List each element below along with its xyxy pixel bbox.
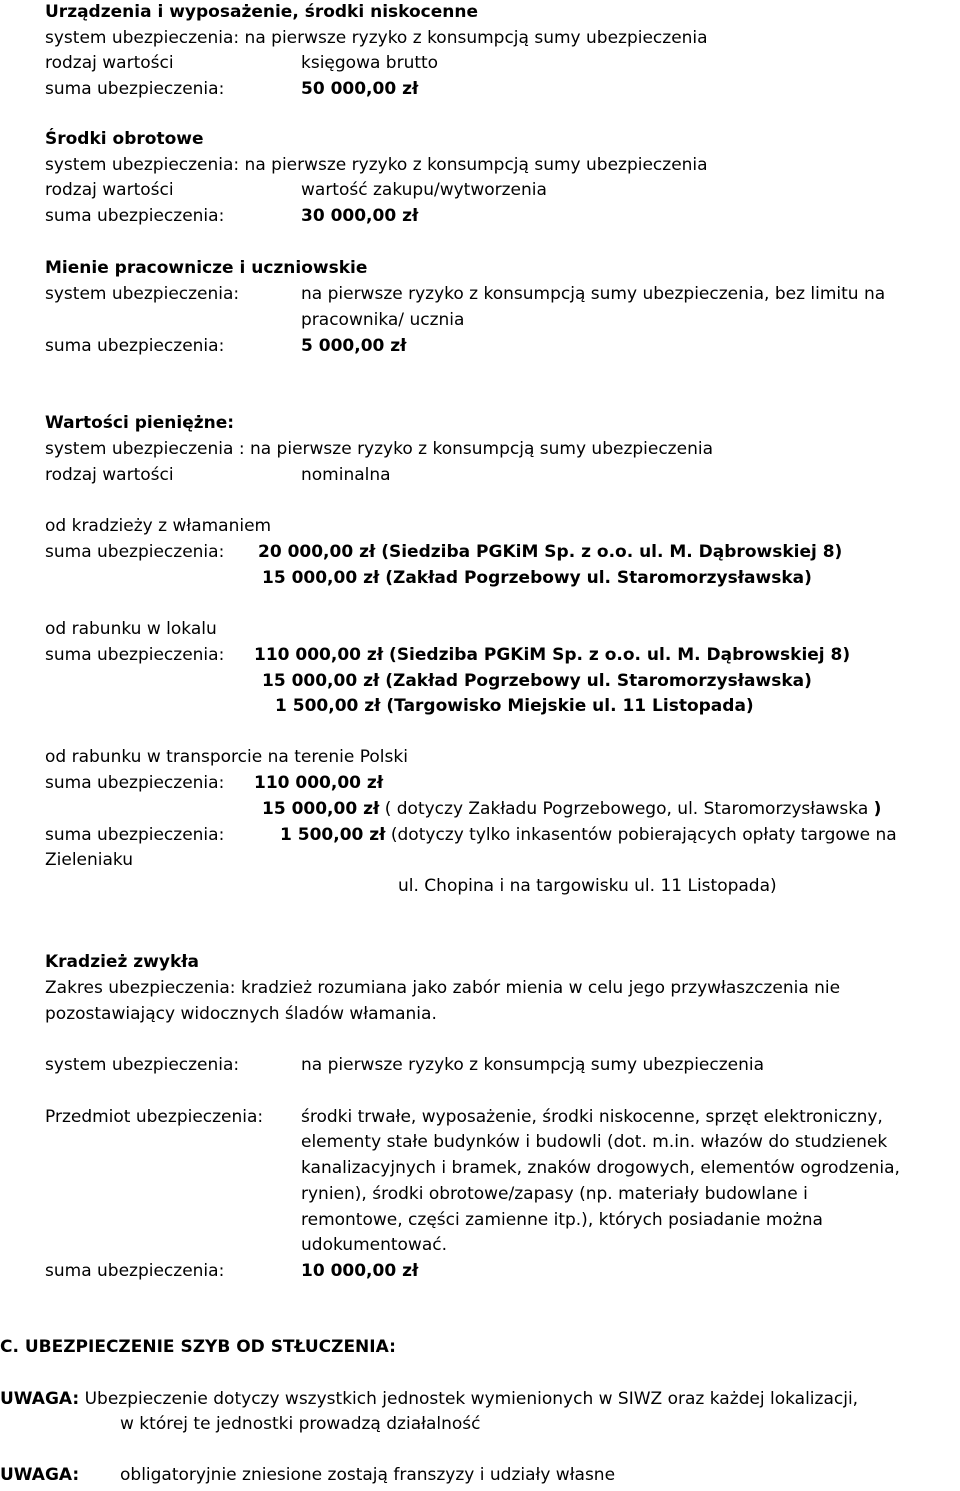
s5-przedmiot-line: udokumentować. [301, 1235, 447, 1255]
s4-transport-value-2-line [262, 797, 881, 821]
s4-rodzaj-value: nominalna [301, 465, 391, 485]
s4-transport-value-3-cont2: ul. Chopina i na targowisku ul. 11 Listopada) [398, 876, 777, 896]
s4-transport-value-3-text: (dotyczy tylko inkasentów pobierających opłaty targowe na [385, 825, 897, 845]
s4-transport-suma-label: suma ubezpieczenia: [45, 773, 225, 793]
s4-transport-heading: od rabunku w transporcie na terenie Polski [45, 747, 408, 767]
s2-rodzaj-label: rodzaj wartości [45, 180, 174, 200]
s4-rabunek-lokal-value-1: 110 000,00 zł (Siedziba PGKiM Sp. z o.o. ul. M. Dąbrowskiej 8) [254, 645, 851, 665]
s4-kradziez-value-1: 20 000,00 zł (Siedziba PGKiM Sp. z o.o. ul. M. Dąbrowskiej 8) [258, 542, 843, 562]
s4-kradziez-heading: od kradzieży z włamaniem [45, 516, 272, 536]
s4-transport-value-3-amount: 1 500,00 zł [280, 825, 386, 845]
section-title-kradziez-zwykla: Kradzież zwykła [45, 952, 200, 972]
s6-uwaga-1-text: Ubezpieczenie dotyczy wszystkich jednostek wymienionych w SIWZ oraz każdej lokalizacji, [79, 1389, 859, 1409]
s1-rodzaj-value: księgowa brutto [301, 53, 439, 73]
s2-rodzaj-value: wartość zakupu/wytworzenia [301, 180, 547, 200]
s3-system-value-1: na pierwsze ryzyko z konsumpcją sumy ubezpieczenia, bez limitu na [301, 284, 886, 304]
section-title-srodki-obrotowe: Środki obrotowe [45, 129, 204, 149]
s5-zakres-1: Zakres ubezpieczenia: kradzież rozumiana jako zabór mienia w celu jego przywłaszczenia nie [45, 978, 841, 998]
s1-suma-label: suma ubezpieczenia: [45, 79, 225, 99]
section-title-wartosci: Wartości pieniężne: [45, 413, 235, 433]
s4-transport-suma-label-2: suma ubezpieczenia: [45, 825, 225, 845]
s5-przedmiot-label: Przedmiot ubezpieczenia: [45, 1107, 264, 1127]
s4-transport-value-2-amount: 15 000,00 zł [262, 799, 380, 819]
s5-suma-value: 10 000,00 zł [301, 1261, 419, 1281]
s3-suma-value: 5 000,00 zł [301, 336, 407, 356]
s1-system-line: system ubezpieczenia: na pierwsze ryzyko z konsumpcją sumy ubezpieczenia [45, 28, 708, 48]
s3-system-value-2: pracownika/ ucznia [301, 310, 465, 330]
s5-przedmiot-line: kanalizacyjnych i bramek, znaków drogowych, elementów ogrodzenia, [301, 1158, 900, 1178]
s1-suma-value: 50 000,00 zł [301, 79, 419, 99]
s5-przedmiot-line: remontowe, części zamienne itp.), których posiadanie można [301, 1210, 823, 1230]
s4-rabunek-lokal-value-3: 1 500,00 zł (Targowisko Miejskie ul. 11 Listopada) [275, 696, 754, 716]
s6-uwaga-1-label: UWAGA: [0, 1389, 80, 1409]
s4-rodzaj-label: rodzaj wartości [45, 465, 174, 485]
s4-transport-value-2-close: ) [873, 799, 882, 819]
s3-suma-label: suma ubezpieczenia: [45, 336, 225, 356]
s4-transport-value-2-text: ( dotyczy Zakładu Pogrzebowego, ul. Staromorzysławska [379, 799, 874, 819]
s3-system-label: system ubezpieczenia: [45, 284, 240, 304]
s2-suma-label: suma ubezpieczenia: [45, 206, 225, 226]
s4-rabunek-lokal-value-2: 15 000,00 zł (Zakład Pogrzebowy ul. Staromorzysławska) [262, 671, 812, 691]
s5-suma-label: suma ubezpieczenia: [45, 1261, 225, 1281]
s6-uwaga-1-cont: w której te jednostki prowadzą działalność [120, 1414, 481, 1434]
s4-system-line: system ubezpieczenia : na pierwsze ryzyko z konsumpcją sumy ubezpieczenia [45, 439, 713, 459]
section-title-urzadzenia: Urządzenia i wyposażenie, środki niskocenne [45, 2, 479, 22]
s4-transport-value-3-cont: Zieleniaku [45, 850, 134, 870]
s5-system-value: na pierwsze ryzyko z konsumpcją sumy ubezpieczenia [301, 1055, 765, 1075]
s1-rodzaj-label: rodzaj wartości [45, 53, 174, 73]
s5-przedmiot-line: elementy stałe budynków i budowli (dot. m.in. włazów do studzienek [301, 1132, 888, 1152]
s4-transport-value-1: 110 000,00 zł [254, 773, 384, 793]
s5-system-label: system ubezpieczenia: [45, 1055, 240, 1075]
s5-zakres-2: pozostawiający widocznych śladów włamania. [45, 1004, 437, 1024]
s5-przedmiot-line: rynien), środki obrotowe/zapasy (np. materiały budowlane i [301, 1184, 808, 1204]
section-title-mienie: Mienie pracownicze i uczniowskie [45, 258, 368, 278]
s6-uwaga-2-label: UWAGA: [0, 1465, 80, 1485]
s2-system-line: system ubezpieczenia: na pierwsze ryzyko z konsumpcją sumy ubezpieczenia [45, 155, 708, 175]
s4-kradziez-value-2: 15 000,00 zł (Zakład Pogrzebowy ul. Staromorzysławska) [262, 568, 812, 588]
section-title-szyby: C. UBEZPIECZENIE SZYB OD STŁUCZENIA: [0, 1337, 396, 1357]
s4-rabunek-lokal-suma-label: suma ubezpieczenia: [45, 645, 225, 665]
s4-kradziez-suma-label: suma ubezpieczenia: [45, 542, 225, 562]
s6-uwaga-2-text: obligatoryjnie zniesione zostają franszyzy i udziały własne [120, 1465, 616, 1485]
s2-suma-value: 30 000,00 zł [301, 206, 419, 226]
s4-transport-value-3-line [280, 823, 897, 847]
s6-uwaga-1 [0, 1387, 858, 1411]
s5-przedmiot-line: środki trwałe, wyposażenie, środki niskocenne, sprzęt elektroniczny, [301, 1107, 883, 1127]
s4-rabunek-lokal-heading: od rabunku w lokalu [45, 619, 217, 639]
